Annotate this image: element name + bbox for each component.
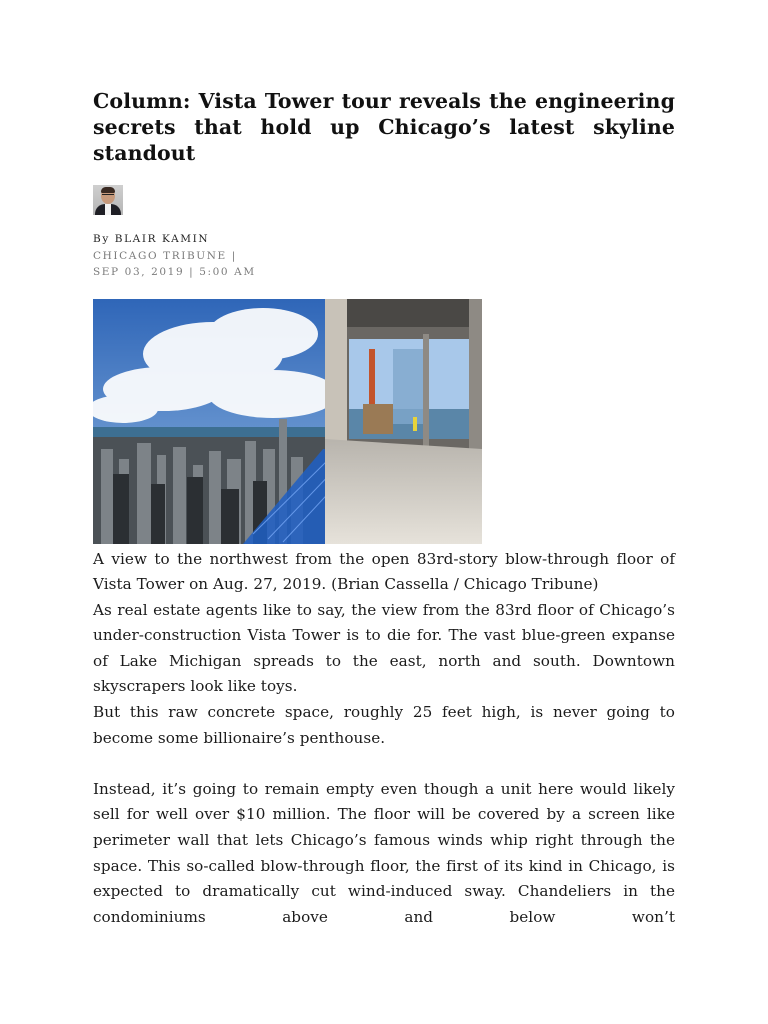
article-paragraph: As real estate agents like to say, the view from the 83rd floor of Chicago’s under-construction Vista Tower is to die for. The vast blue-green expanse of Lake Michigan spreads to the east, north and south. Downtown skyscrapers look like toys.	[93, 600, 675, 696]
author-byline[interactable]: By BLAIR KAMIN	[93, 233, 210, 245]
article	[93, 88, 675, 930]
article-paragraph: Instead, it’s going to remain empty even though a unit here would likely sell for well over $10 million. The floor will be covered by a screen like perimeter wall that lets Chicago’s famous winds whip right through the space. This so-called blow-through floor, the first of its kind in Chicago, is expected to dramatically cut wind-induced sway. Chandeliers in the condominiums above and below won’t	[93, 779, 675, 926]
article-paragraph: But this raw concrete space, roughly 25 feet high, is never going to become some billionaire’s penthouse.	[93, 703, 675, 747]
article-photo[interactable]	[93, 299, 482, 544]
article-headline: Column: Vista Tower tour reveals the engineering secrets that hold up Chicago’s latest skyline standout	[93, 89, 675, 165]
photo-caption: A view to the northwest from the open 83rd-story blow-through floor of Vista Tower on Aug. 27, 2019. (Brian Cassella / Chicago Tribune)	[93, 549, 675, 594]
author-avatar[interactable]	[93, 185, 123, 215]
publication-name: CHICAGO TRIBUNE |	[93, 249, 237, 262]
byline-block	[93, 231, 675, 281]
publish-date: SEP 03, 2019 | 5:00 AM	[93, 266, 256, 278]
